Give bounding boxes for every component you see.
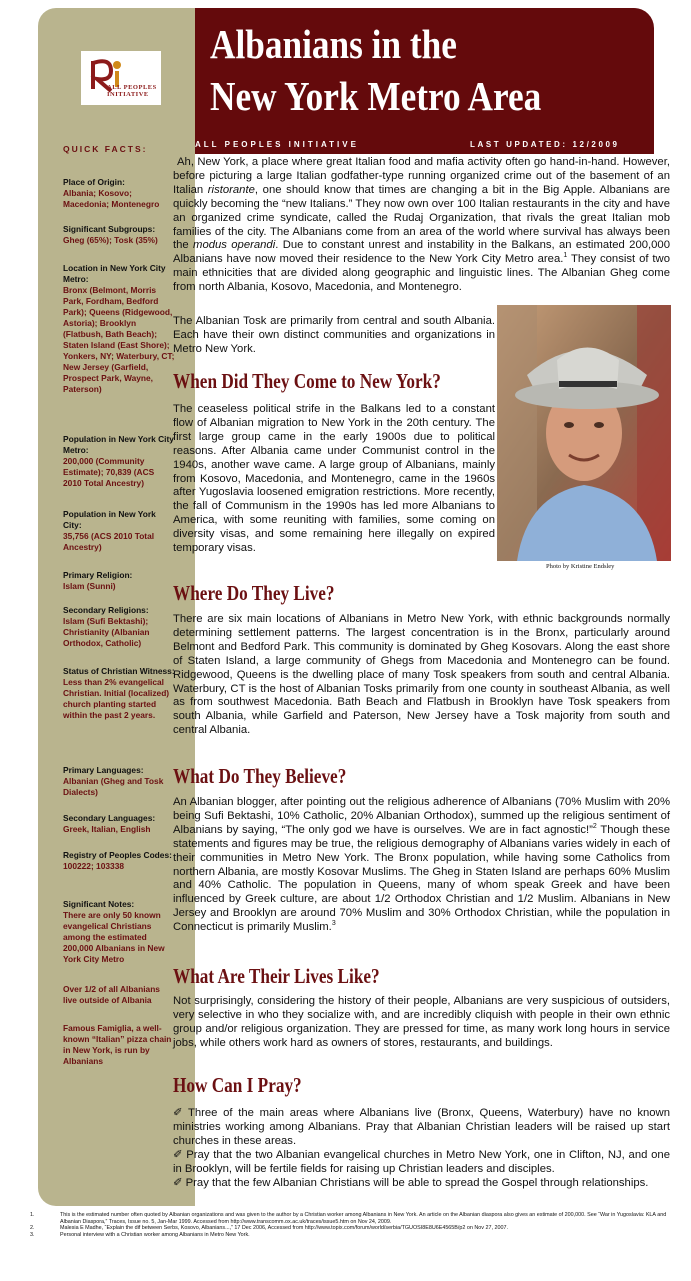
logo-text: ALL PEOPLES INITIATIVE bbox=[107, 84, 157, 98]
pen-icon: ✐ bbox=[173, 1107, 183, 1119]
fact-population-city: Population in New York City: 35,756 (ACS 2010 Total Ancestry) bbox=[63, 509, 156, 552]
where-text: There are six main locations of Albanians in Metro New York, with ethnic backgrounds normally determining settlement patterns. The largest concentration is in the Bronx, particularly around Belmont and Bedford Park. This community is dominated by Gheg Kosovars. Along the east shore of Staten Island, a large community of Ghegs from Macedonia and Montenegro can be found. Ridgewood, Queens is the dwelling place of many Tosk speakers from south and central Albania. Waterbury, CT is the host of Albanian Tosks primarily from one county in southeast Albania, as well as from southwest Macedonia. Bath Beach and Flatbush in Brooklyn have Tosk speakers from south Albania, while Garfield and Paterson, New Jersey have a Tosk majority from south and central Albania. bbox=[173, 613, 670, 737]
fact-note-2: Over 1/2 of all Albanians live outside of Albania bbox=[63, 984, 160, 1005]
pray-item: ✐ Pray that the two Albanian evangelical churches in Metro New York, one in Clifton, NJ, and one in Brooklyn, will be fertile fields for raising up Christian leaders and disciples. bbox=[173, 1148, 670, 1175]
org-name: ALL PEOPLES INITIATIVE bbox=[195, 140, 359, 149]
fact-primary-languages: Primary Languages: Albanian (Gheg and Tosk Dialects) bbox=[63, 765, 164, 797]
fact-rop-codes: Registry of Peoples Codes: 100222; 103338 bbox=[63, 850, 172, 871]
heading-where: Where Do They Live? bbox=[173, 581, 335, 605]
heading-pray: How Can I Pray? bbox=[173, 1073, 302, 1097]
title-line-2: New York Metro Area bbox=[210, 73, 542, 119]
fact-secondary-religions: Secondary Religions: Islam (Sufi Bektashi); Christianity (Albanian Orthodox, Catholic) bbox=[63, 605, 150, 648]
believe-text: An Albanian blogger, after pointing out the religious adherence of Albanians (70% Muslim with 20% being Sufi Bektashi, 10% Catholic, 20% Albanian Orthodox), summed up the religious sentiment of Albanians by saying, “The only god we have is ourselves. We are in fact agnostic!”$^2$ Though these statements and figures may be true, the religious demography of Albanians varies widely in each of their communities in Metro New York. The Bronx population, while having some Catholics from northern Albania, are mostly Kosovar Muslims. The Gheg in Staten Island are perhaps 60% Muslim and 40% Catholic. The population in Queens, many of whom speak Greek and have been influenced by Greek culture, are about 1/2 Orthodox Christian and 1/2 Muslim. Albanians in New Jersey and Brooklyn are around 70% Muslim and 30% Orthodox Christian, while the population in Connecticut is primarily Muslim.$^3$ bbox=[173, 796, 670, 934]
fact-origin: Place of Origin: Albania; Kosovo; Macedonia; Montenegro bbox=[63, 177, 160, 209]
fact-primary-religion: Primary Religion: Islam (Sunni) bbox=[63, 570, 133, 591]
heading-when: When Did They Come to New York? bbox=[173, 369, 441, 393]
fact-note-3: Famous Famiglia, a well-known “Italian” pizza chain in New York, is run by Albanians bbox=[63, 1023, 172, 1066]
footnote: 3. Personal interview with a Christian worker among Albanians in Metro New York. bbox=[30, 1231, 250, 1238]
fact-population-metro: Population in New York City Metro: 200,000 (Community Estimate); 70,839 (ACS 2010 Total Ancestry) bbox=[63, 434, 174, 488]
fact-location: Location in New York City Metro: Bronx (Belmont, Morris Park, Fordham, Bedford Park); Queens (Ridgewood, Astoria); Brooklyn (Flatbush, Bath Beach); Staten Island (East Shore); Yonkers, NY; Waterbury, CT; New Jersey (Garfield, Prospect Park, Wayne, Paterson) bbox=[63, 263, 175, 394]
title-line-1: Albanians in the bbox=[210, 21, 457, 67]
heading-lives: What Are Their Lives Like? bbox=[173, 964, 380, 988]
fact-secondary-languages: Secondary Languages: Greek, Italian, English bbox=[63, 813, 156, 834]
fact-subgroups: Significant Subgroups: Gheg (65%); Tosk (35%) bbox=[63, 224, 158, 245]
logo bbox=[81, 51, 161, 105]
when-text: The ceaseless political strife in the Balkans led to a constant flow of Albanian migration to New York in the 20th century. The first large group came in the early 1900s due to political reasons. After Albania came under Communist control in the 1940s, another wave came. A large group of Albanians, mainly from Kosovo, Macedonia, and Montenegro, came in the 1960s after Yugoslavia loosened emigration restrictions. More recently, the fall of Communism in the 1990s has led more Albanians to America, with some reuniting with families, some coming on diversity visas, and some remaining here illegally on expired temporary visas. bbox=[173, 403, 495, 555]
portrait-photo bbox=[497, 305, 671, 561]
footnote: 2. Malesia E Madhe, “Explain the dif between Serbs, Kosovo, Albanians...,” 17 Dec 2006, Accessed from http://www.topix.com/forum/world/serbia/TGUOSI8E8U6E4565B/p2 on Nov 27, 2007. bbox=[30, 1225, 508, 1232]
footnote: 1. This is the estimated number often quoted by Albanian organizations and was given to the author by a Christian worker among Albanians in New York. An article on the Albanian diaspora also gives an estimate of 200,000. See “War in Yugoslavia: KLA and Albanian Diaspora,” Traces, Issue no. 5, Jan-Mar 1999. Accessed from http://www.transcomm.ox.ac.uk/traces/issue5.htm on Nov 24, 2009. bbox=[30, 1212, 667, 1225]
pen-icon: ✐ bbox=[173, 1148, 183, 1161]
intro-paragraph: Ah, New York, a place where great Italian food and mafia activity often go hand-in-hand. However, before picturing a large Italian godfather-type running organized crime out of the basement of an Italian ristorante, one should know that times are changing a bit in the Big Apple. Albanians are quickly becoming the “new Italians.” They now own over 100 Italian restaurants in the city and have an organized crime syndicate, called the Rudaj Organization, that rivals the great Italian mob families of the city. The Albanians come from an area of the world where survival has always been the modus operandi. Due to constant unrest and instability in the Balkans, an estimated 200,000 Albanians have now moved their residence to the New York City Metro area.$^1$ They consist of two main ethnicities that are divided along geographic and linguistic lines. The Albanian Gheg come from north Albania, Kosovo, Macedonia, and Montenegro. bbox=[173, 156, 670, 294]
last-updated: LAST UPDATED: 12/2009 bbox=[470, 140, 620, 149]
pray-item: ✐ Three of the main areas where Albanians live (Bronx, Queens, Waterbury) have no known ministries working among Albanians. Pray that Albanian Christian leaders will be raised up start churches in these areas. bbox=[173, 1107, 670, 1147]
heading-believe: What Do They Believe? bbox=[173, 764, 347, 788]
pen-icon: ✐ bbox=[173, 1176, 183, 1189]
lives-text: Not surprisingly, considering the history of their people, Albanians are very suspicious of outsiders, very selective in who they socialize with, and are incredibly cliquish with people in their own ethnic group and/or religious organization. They are pressed for time, as many work long hours in service jobs, while others work hard as owners of stores, restaurants, and buildings. bbox=[173, 995, 670, 1049]
fact-christian-witness: Status of Christian Witness: Less than 2% evangelical Christian. Initial (localized) church planting started within the past 2 years. bbox=[63, 666, 175, 720]
pray-item: ✐ Pray that the few Albanian Christians will be able to spread the Gospel through relationships. bbox=[173, 1176, 649, 1189]
intro-paragraph-2: The Albanian Tosk are primarily from central and south Albania. Each have their own distinct communities and organizations in Metro New York. bbox=[173, 315, 495, 355]
fact-significant-notes: Significant Notes: There are only 50 known evangelical Christians among the estimated 200,000 Albanians in New York City Metro bbox=[63, 899, 165, 964]
footnotes bbox=[30, 1212, 670, 1238]
pray-list bbox=[173, 1107, 670, 1190]
man-in-hat-image bbox=[497, 305, 671, 561]
photo-caption: Photo by Kristine Endsley bbox=[546, 563, 615, 570]
page-title bbox=[210, 18, 588, 122]
quick-facts-title: QUICK FACTS: bbox=[63, 144, 148, 154]
